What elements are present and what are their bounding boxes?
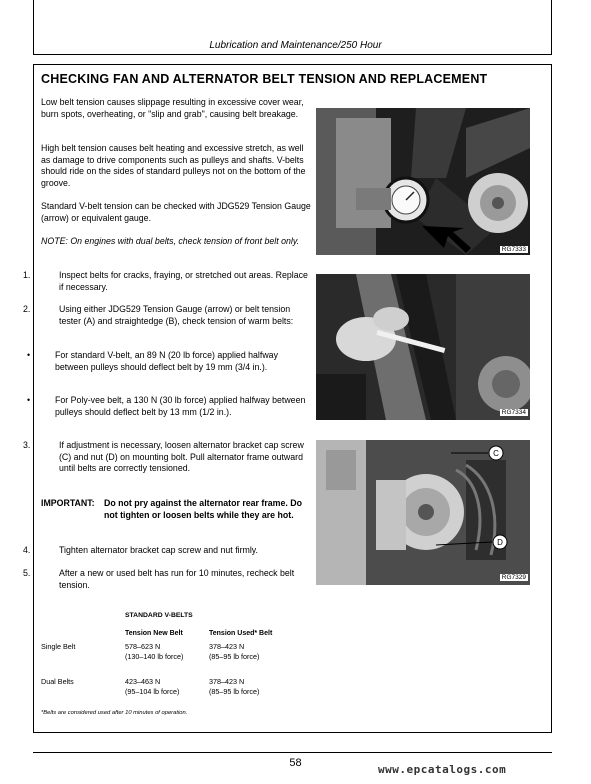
figure-tension-gauge-photo <box>316 108 530 255</box>
bullet-standard-vbelt <box>27 350 311 373</box>
important-notice <box>41 498 311 521</box>
figure-belt-tester-photo <box>316 274 530 420</box>
step-3 <box>23 440 311 475</box>
step-5 <box>23 568 311 591</box>
callout-c: C <box>493 449 499 458</box>
cell-dual-new-n: 423–463 N <box>125 677 161 686</box>
row-name-single: Single Belt <box>41 642 76 651</box>
figure-3-label: RG7329 <box>501 574 526 581</box>
important-text: Do not pry against the alternator rear frame. Do not tighten or loosen belts while they are hot. <box>104 498 302 520</box>
cell-single-used <box>209 642 259 662</box>
intro-paragraph-1: Low belt tension causes slippage resulting in excessive cover wear, burn spots, overheating, or "slip and grab", causing belt breakage. <box>41 97 304 119</box>
column-header-used-belt: Tension Used* Belt <box>209 630 273 637</box>
cell-dual-used-n: 378–423 N <box>209 677 245 686</box>
cell-single-used-lb: (85–95 lb force) <box>209 652 260 661</box>
alternator-illustration <box>316 440 530 585</box>
figure-2-label: RG7334 <box>501 409 526 416</box>
section-title: CHECKING FAN AND ALTERNATOR BELT TENSION AND REPLACEMENT <box>41 72 488 86</box>
intro-paragraph-3: Standard V-belt tension can be checked with JDG529 Tension Gauge (arrow) or equivalent gauge. <box>41 201 311 223</box>
table-footnote: *Belts are considered used after 10 minutes of operation. <box>41 710 188 716</box>
bullet-dot: • <box>27 395 31 405</box>
step-5-text: After a new or used belt has run for 10 minutes, recheck belt tension. <box>59 568 295 590</box>
step-1 <box>23 270 311 293</box>
step-1-number: 1. <box>23 270 31 280</box>
callout-d: D <box>497 538 503 547</box>
step-4-number: 4. <box>23 545 31 555</box>
header-divider <box>33 54 552 55</box>
cell-single-new-n: 578–623 N <box>125 642 161 651</box>
bullet-polyvee <box>27 395 311 418</box>
figure-1-label: RG7333 <box>501 246 526 253</box>
cell-single-used-n: 378–423 N <box>209 642 245 651</box>
cell-dual-new-lb: (95–104 lb force) <box>125 687 180 696</box>
page-number: 58 <box>289 757 302 769</box>
important-label: IMPORTANT: <box>41 498 95 508</box>
cell-dual-used-lb: (85–95 lb force) <box>209 687 260 696</box>
cell-dual-used <box>209 677 259 697</box>
intro-paragraph-2: High belt tension causes belt heating and excessive stretch, as well as damage to drive components such as pulleys and shafts. V-belts should ride on the sides of standard pulleys not on the bottom of the groove. <box>41 143 306 188</box>
belt-tester-illustration <box>316 274 530 420</box>
column-header-new-belt: Tension New Belt <box>125 630 183 637</box>
step-4 <box>23 545 311 557</box>
bullet-polyvee-text: For Poly-vee belt, a 130 N (30 lb force) applied halfway between pulleys should deflect belt by 13 mm (1/2 in.). <box>55 395 306 417</box>
table-title: STANDARD V-BELTS <box>125 612 193 619</box>
note-paragraph: NOTE: On engines with dual belts, check tension of front belt only. <box>41 236 300 246</box>
cell-single-new-lb: (130–140 lb force) <box>125 652 184 661</box>
bullet-dot: • <box>27 350 31 360</box>
step-2 <box>23 304 311 327</box>
step-4-text: Tighten alternator bracket cap screw and nut firmly. <box>59 545 258 555</box>
step-2-text: Using either JDG529 Tension Gauge (arrow) or belt tension tester (A) and straightedge (B), check tension of warm belts: <box>59 304 294 326</box>
cell-single-new <box>125 642 183 662</box>
watermark-text: www.epcatalogs.com <box>378 763 507 776</box>
running-header: Lubrication and Maintenance/250 Hour <box>209 40 382 51</box>
step-3-text: If adjustment is necessary, loosen alternator bracket cap screw (C) and nut (D) on mounting bolt. Pull alternator frame outward until belts are correctly tensioned. <box>59 440 304 473</box>
row-name-dual: Dual Belts <box>41 677 74 686</box>
figure-alternator-photo <box>316 440 530 585</box>
bullet-standard-vbelt-text: For standard V-belt, an 89 N (20 lb force) applied halfway between pulleys should deflect belt by 19 mm (3/4 in.). <box>55 350 278 372</box>
step-3-number: 3. <box>23 440 31 450</box>
step-2-number: 2. <box>23 304 31 314</box>
step-5-number: 5. <box>23 568 31 578</box>
cell-dual-new <box>125 677 179 697</box>
footer-divider <box>33 752 552 753</box>
fan-gauge-illustration <box>316 108 530 255</box>
step-1-text: Inspect belts for cracks, fraying, or stretched out areas. Replace if necessary. <box>59 270 308 292</box>
